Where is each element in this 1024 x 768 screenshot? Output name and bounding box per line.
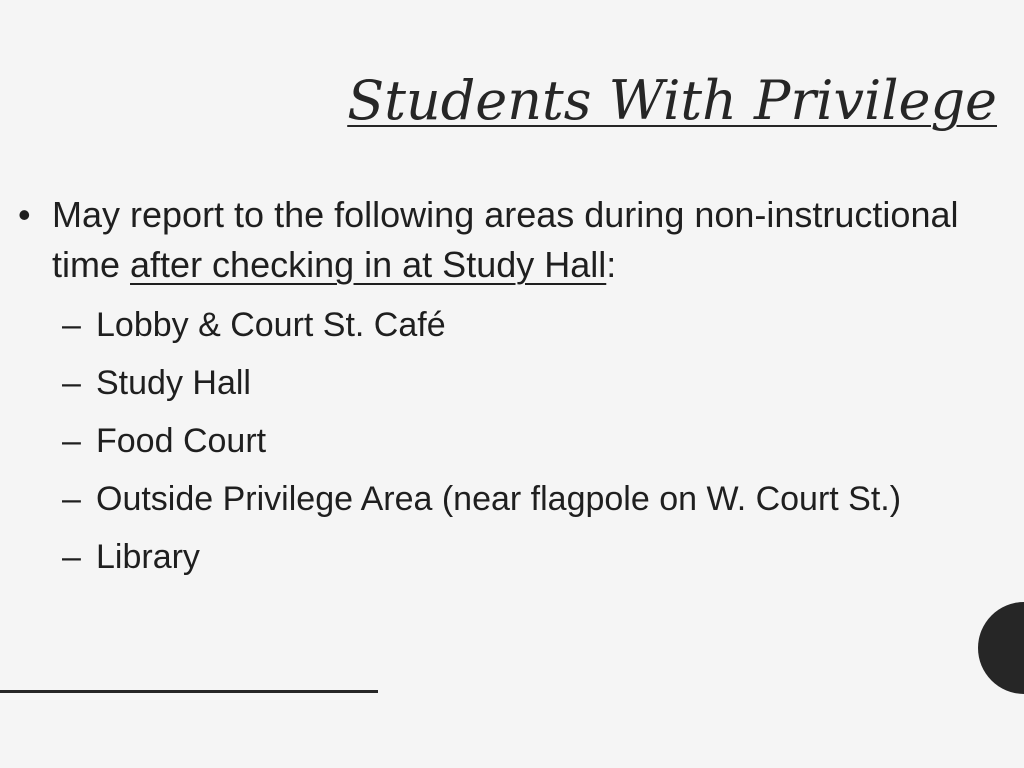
bullet-marker: •: [18, 194, 31, 235]
slide-title: Students With Privilege: [347, 69, 997, 132]
decorative-circle: [978, 602, 1024, 694]
dash-marker: –: [62, 364, 81, 402]
area-label: Lobby & Court St. Café: [96, 306, 446, 344]
area-label: Outside Privilege Area (near flagpole on W. Court St.): [96, 480, 902, 518]
bullet-text-lead: May report to the following areas during non-instructional time: [52, 194, 959, 285]
area-list-item: [62, 470, 1008, 528]
area-list-item: [62, 412, 1008, 470]
area-label: Food Court: [96, 422, 267, 460]
slide-content: [18, 190, 1008, 586]
area-list-item: [62, 354, 1008, 412]
decorative-bottom-line: [0, 690, 378, 693]
dash-marker: –: [62, 538, 81, 576]
main-bullet: [18, 190, 1008, 290]
bullet-text: [52, 190, 1008, 290]
area-list-item: [62, 528, 1008, 586]
area-label: Study Hall: [96, 364, 251, 402]
area-label: Library: [96, 538, 200, 576]
bullet-text-underlined: after checking in at Study Hall: [130, 244, 607, 285]
bullet-text-colon: :: [606, 244, 617, 285]
dash-marker: –: [62, 480, 81, 518]
dash-marker: –: [62, 422, 81, 460]
area-list: [18, 296, 1008, 586]
dash-marker: –: [62, 306, 81, 344]
area-list-item: [62, 296, 1008, 354]
